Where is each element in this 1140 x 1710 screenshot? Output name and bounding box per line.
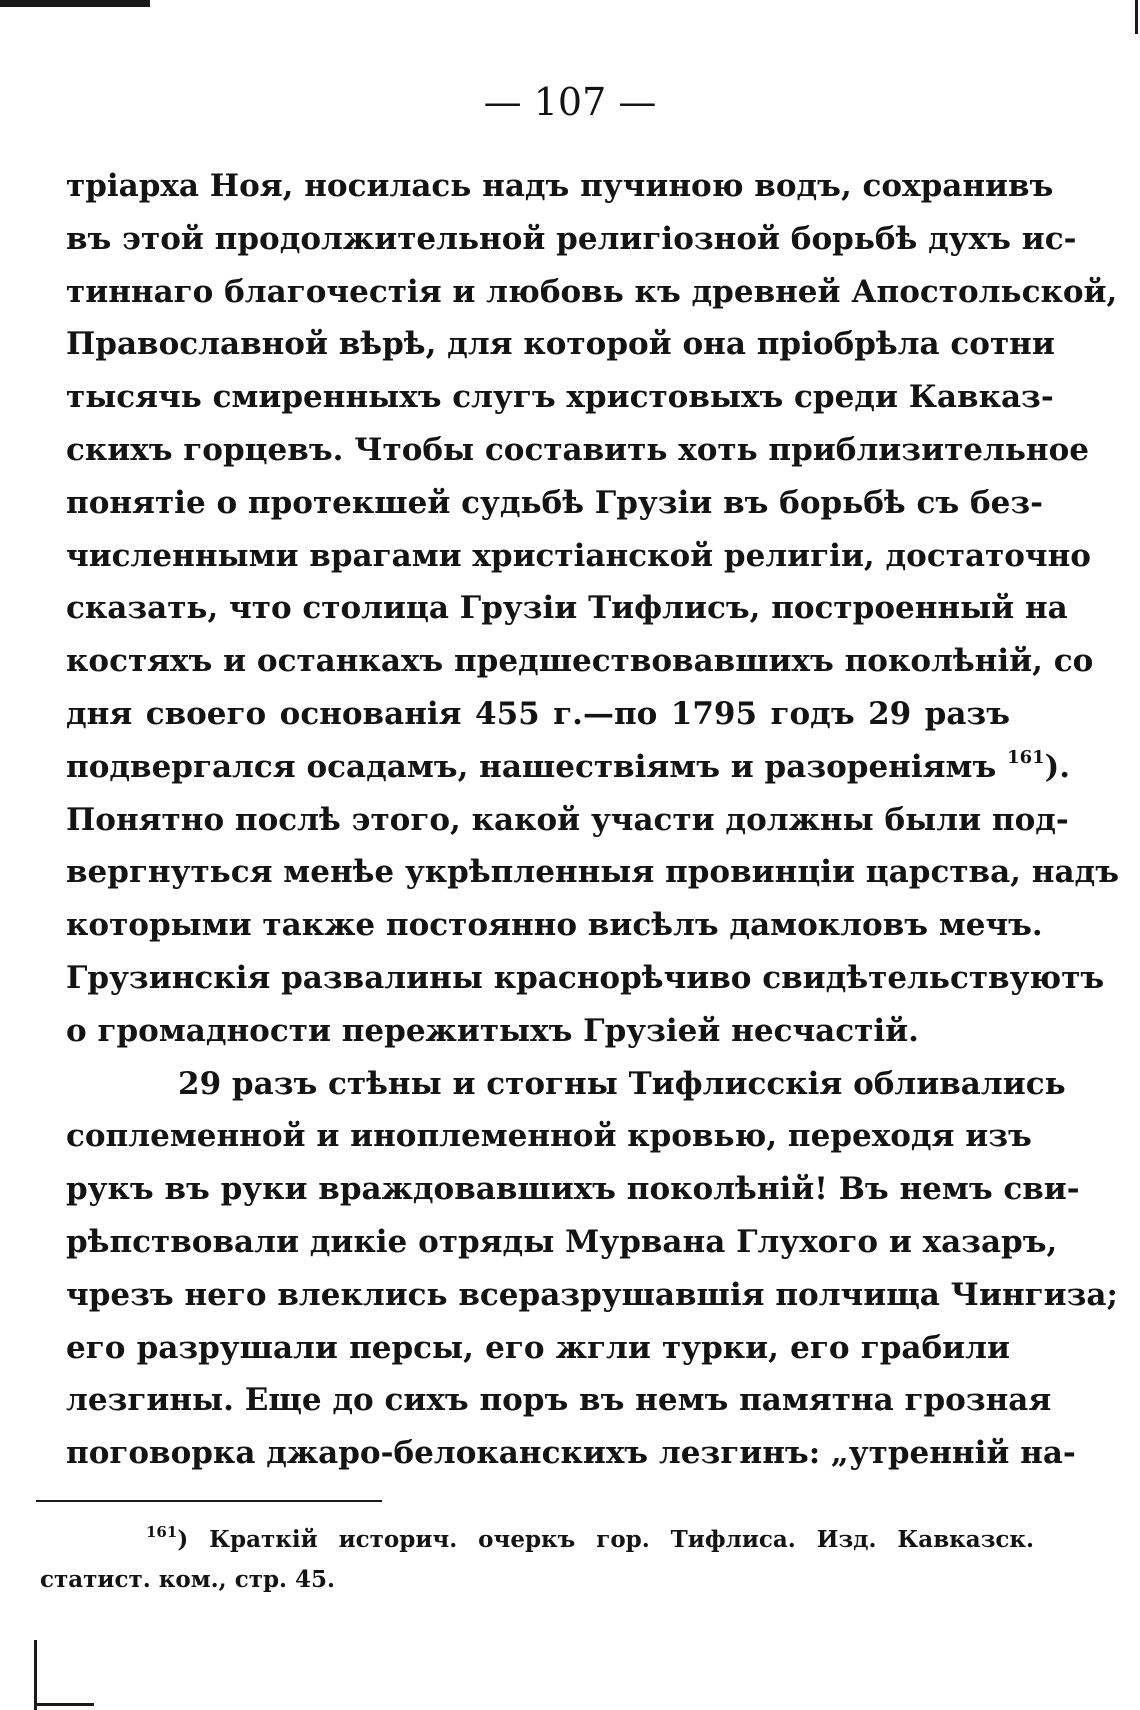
scan-edge-mark-top <box>0 0 150 7</box>
text-line: дня своего основанія 455 г.—по 1795 годъ 29 разъ <box>66 695 1010 732</box>
text-line-content: подвергался осадамъ, нашествіямъ и разореніямъ <box>66 748 997 785</box>
text-line: Православной вѣрѣ, для которой она пріобрѣла сотни <box>66 326 1055 363</box>
text-line: чрезъ него влеклись всеразрушавшія полчища Чингиза; <box>66 1276 1118 1313</box>
text-line-with-note <box>66 741 1071 794</box>
footnote-line <box>40 1520 1034 1560</box>
text-line: рѣпствовали дикіе отряды Мурвана Глухого и хазаръ, <box>66 1223 1058 1260</box>
page-number: — 107 — <box>483 80 657 124</box>
scan-edge-mark-bottom <box>34 1640 37 1710</box>
footnote-reference-close: ). <box>1044 748 1071 785</box>
text-line: въ этой продолжительной религіозной борьбѣ духъ ис- <box>66 220 1077 257</box>
text-line: которыми также постоянно висѣлъ дамокловъ мечъ. <box>66 907 1043 944</box>
text-line: численными врагами христіанской религіи, достаточно <box>66 537 1091 574</box>
text-line: костяхъ и останкахъ предшествовавшихъ поколѣній, со <box>66 643 1094 680</box>
footnote-line: статист. ком., стр. 45. <box>40 1566 336 1593</box>
paragraph-start-line: 29 разъ стѣны и стогны Тифлисскія обливались <box>178 1065 1066 1102</box>
text-line: рукъ въ руки враждовавшихъ поколѣній! Въ немъ сви- <box>66 1171 1080 1208</box>
footnote-reference[interactable]: 161 <box>1007 746 1045 768</box>
text-line: тиннаго благочестія и любовь къ древней Апостольской, <box>66 273 1118 310</box>
text-line: лезгины. Еще до сихъ поръ въ немъ памятна грозная <box>66 1382 1052 1419</box>
footnote <box>40 1520 1034 1600</box>
text-line: Понятно послѣ этого, какой участи должны были под- <box>66 801 1069 838</box>
text-line: понятіе о протекшей судьбѣ Грузіи въ борьбѣ съ без- <box>66 484 1044 521</box>
footnote-text: ) Краткій историч. очеркъ гор. Тифлиса. Изд. Кавказск. <box>177 1526 1034 1553</box>
text-line: скихъ горцевъ. Чтобы составить хоть приблизительное <box>66 431 1089 468</box>
paragraph-end-line: о громадности пережитыхъ Грузіей несчастій. <box>66 1012 919 1049</box>
text-line: поговорка джаро-белоканскихъ лезгинъ: „утренній на- <box>66 1435 1076 1472</box>
text-line: тысячь смиренныхъ слугъ христовыхъ среди Кавказ- <box>66 379 1054 416</box>
main-text <box>66 160 1119 1480</box>
text-line: соплеменной и иноплеменной кровью, переходя изъ <box>66 1118 1032 1155</box>
text-line: тріарха Ноя, носилась надъ пучиною водъ, сохранивъ <box>66 168 1054 204</box>
text-line: Грузинскія развалины краснорѣчиво свидѣтельствуютъ <box>66 959 1105 996</box>
footnote-divider <box>36 1500 382 1502</box>
text-line: его разрушали персы, его жгли турки, его грабили <box>66 1329 1010 1366</box>
footnote-number: 161 <box>146 1523 178 1541</box>
text-line: вергнуться менѣе укрѣпленныя провинціи царства, надъ <box>66 854 1119 891</box>
text-line: сказать, что столица Грузіи Тифлисъ, построенный на <box>66 590 1068 627</box>
scan-edge-mark-right <box>1135 0 1138 34</box>
